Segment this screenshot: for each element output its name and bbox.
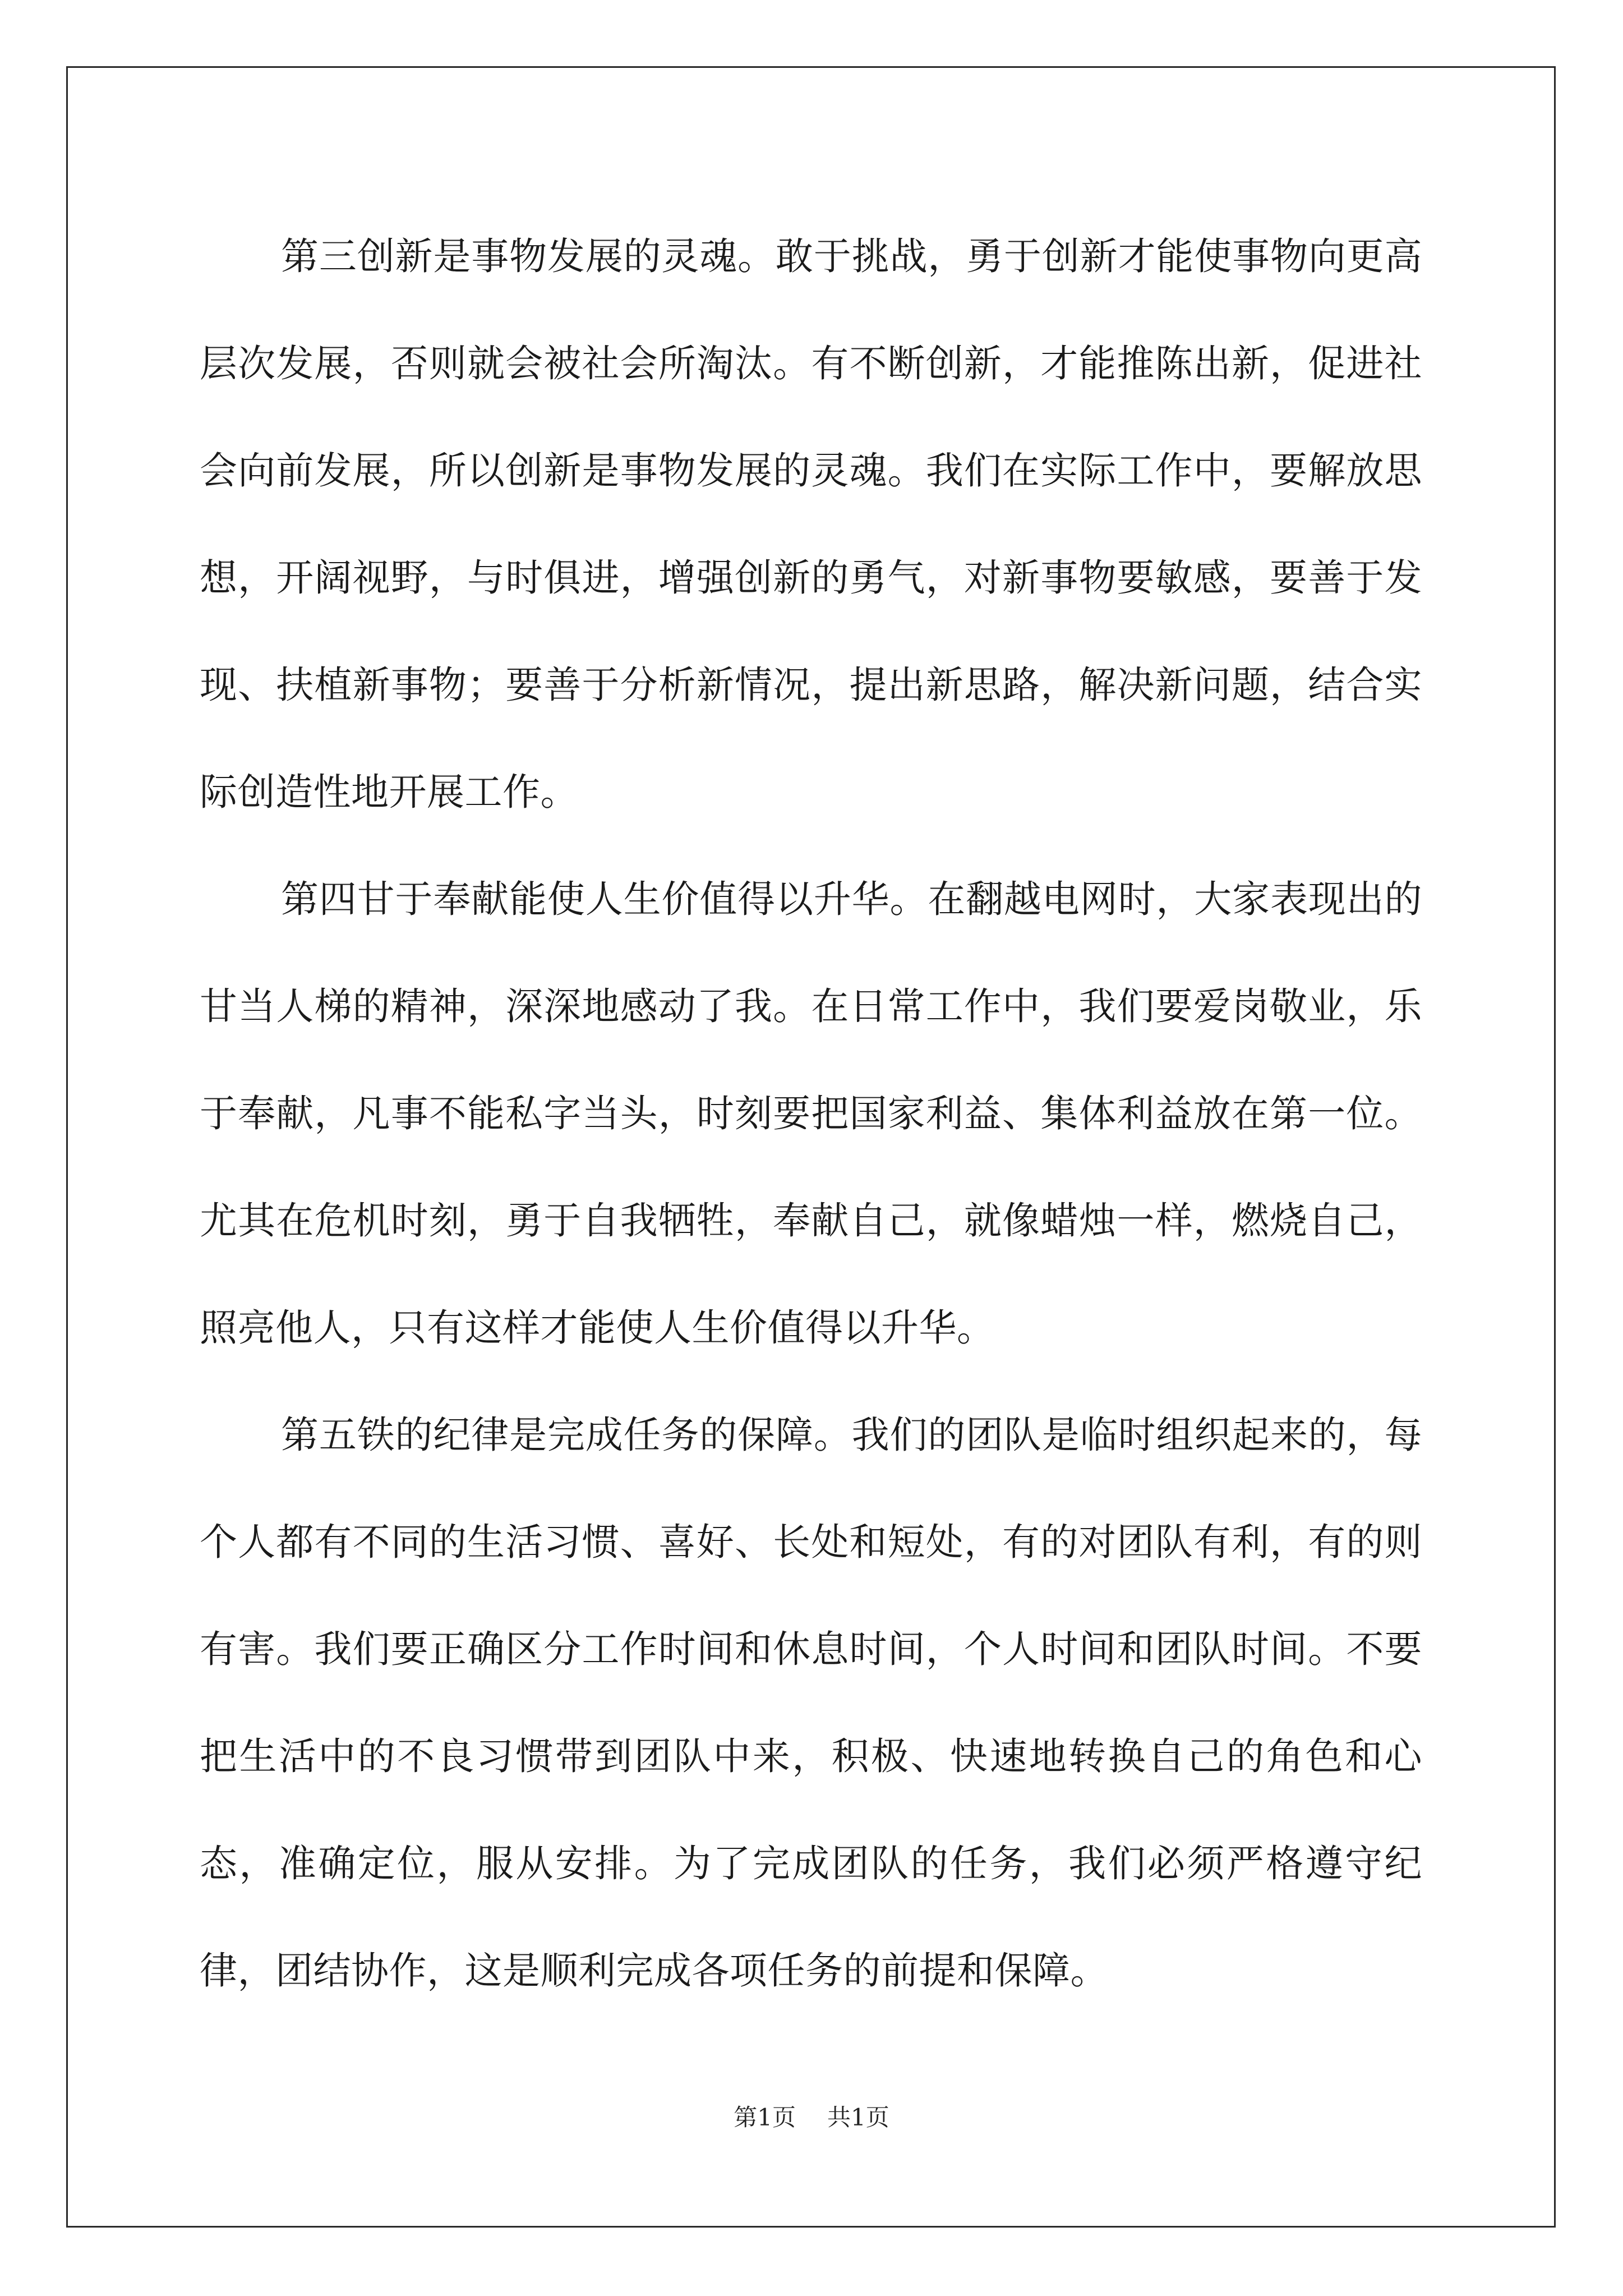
page-number-current: 第1页	[734, 2104, 796, 2131]
page-number-total: 共1页	[827, 2104, 889, 2131]
document-body	[200, 203, 1422, 2024]
page-footer	[0, 2101, 1623, 2134]
paragraph-dedication: 第四甘于奉献能使人生价值得以升华。在翻越电网时，大家表现出的甘当人梯的精神，深深地感动了我。在日常工作中，我们要爱岗敬业，乐于奉献，凡事不能私字当头，时刻要把国家利益、集体利益放在第一位。尤其在危机时刻，勇于自我牺牲，奉献自己，就像蜡烛一样，燃烧自己，照亮他人，只有这样才能使人生价值得以升华。	[200, 877, 1422, 1350]
paragraph-discipline: 第五铁的纪律是完成任务的保障。我们的团队是临时组织起来的，每个人都有不同的生活习惯、喜好、长处和短处，有的对团队有利，有的则有害。我们要正确区分工作时间和休息时间，个人时间和团队时间。不要把生活中的不良习惯带到团队中来，积极、快速地转换自己的角色和心态，准确定位，服从安排。为了完成团队的任务，我们必须严格遵守纪律，团结协作，这是顺利完成各项任务的前提和保障。	[200, 1413, 1422, 1993]
paragraph-innovation: 第三创新是事物发展的灵魂。敢于挑战，勇于创新才能使事物向更高层次发展，否则就会被社会所淘汰。有不断创新，才能推陈出新，促进社会向前发展，所以创新是事物发展的灵魂。我们在实际工作中，要解放思想，开阔视野，与时俱进，增强创新的勇气，对新事物要敏感，要善于发现、扶植新事物；要善于分析新情况，提出新思路，解决新问题，结合实际创造性地开展工作。	[200, 234, 1422, 814]
